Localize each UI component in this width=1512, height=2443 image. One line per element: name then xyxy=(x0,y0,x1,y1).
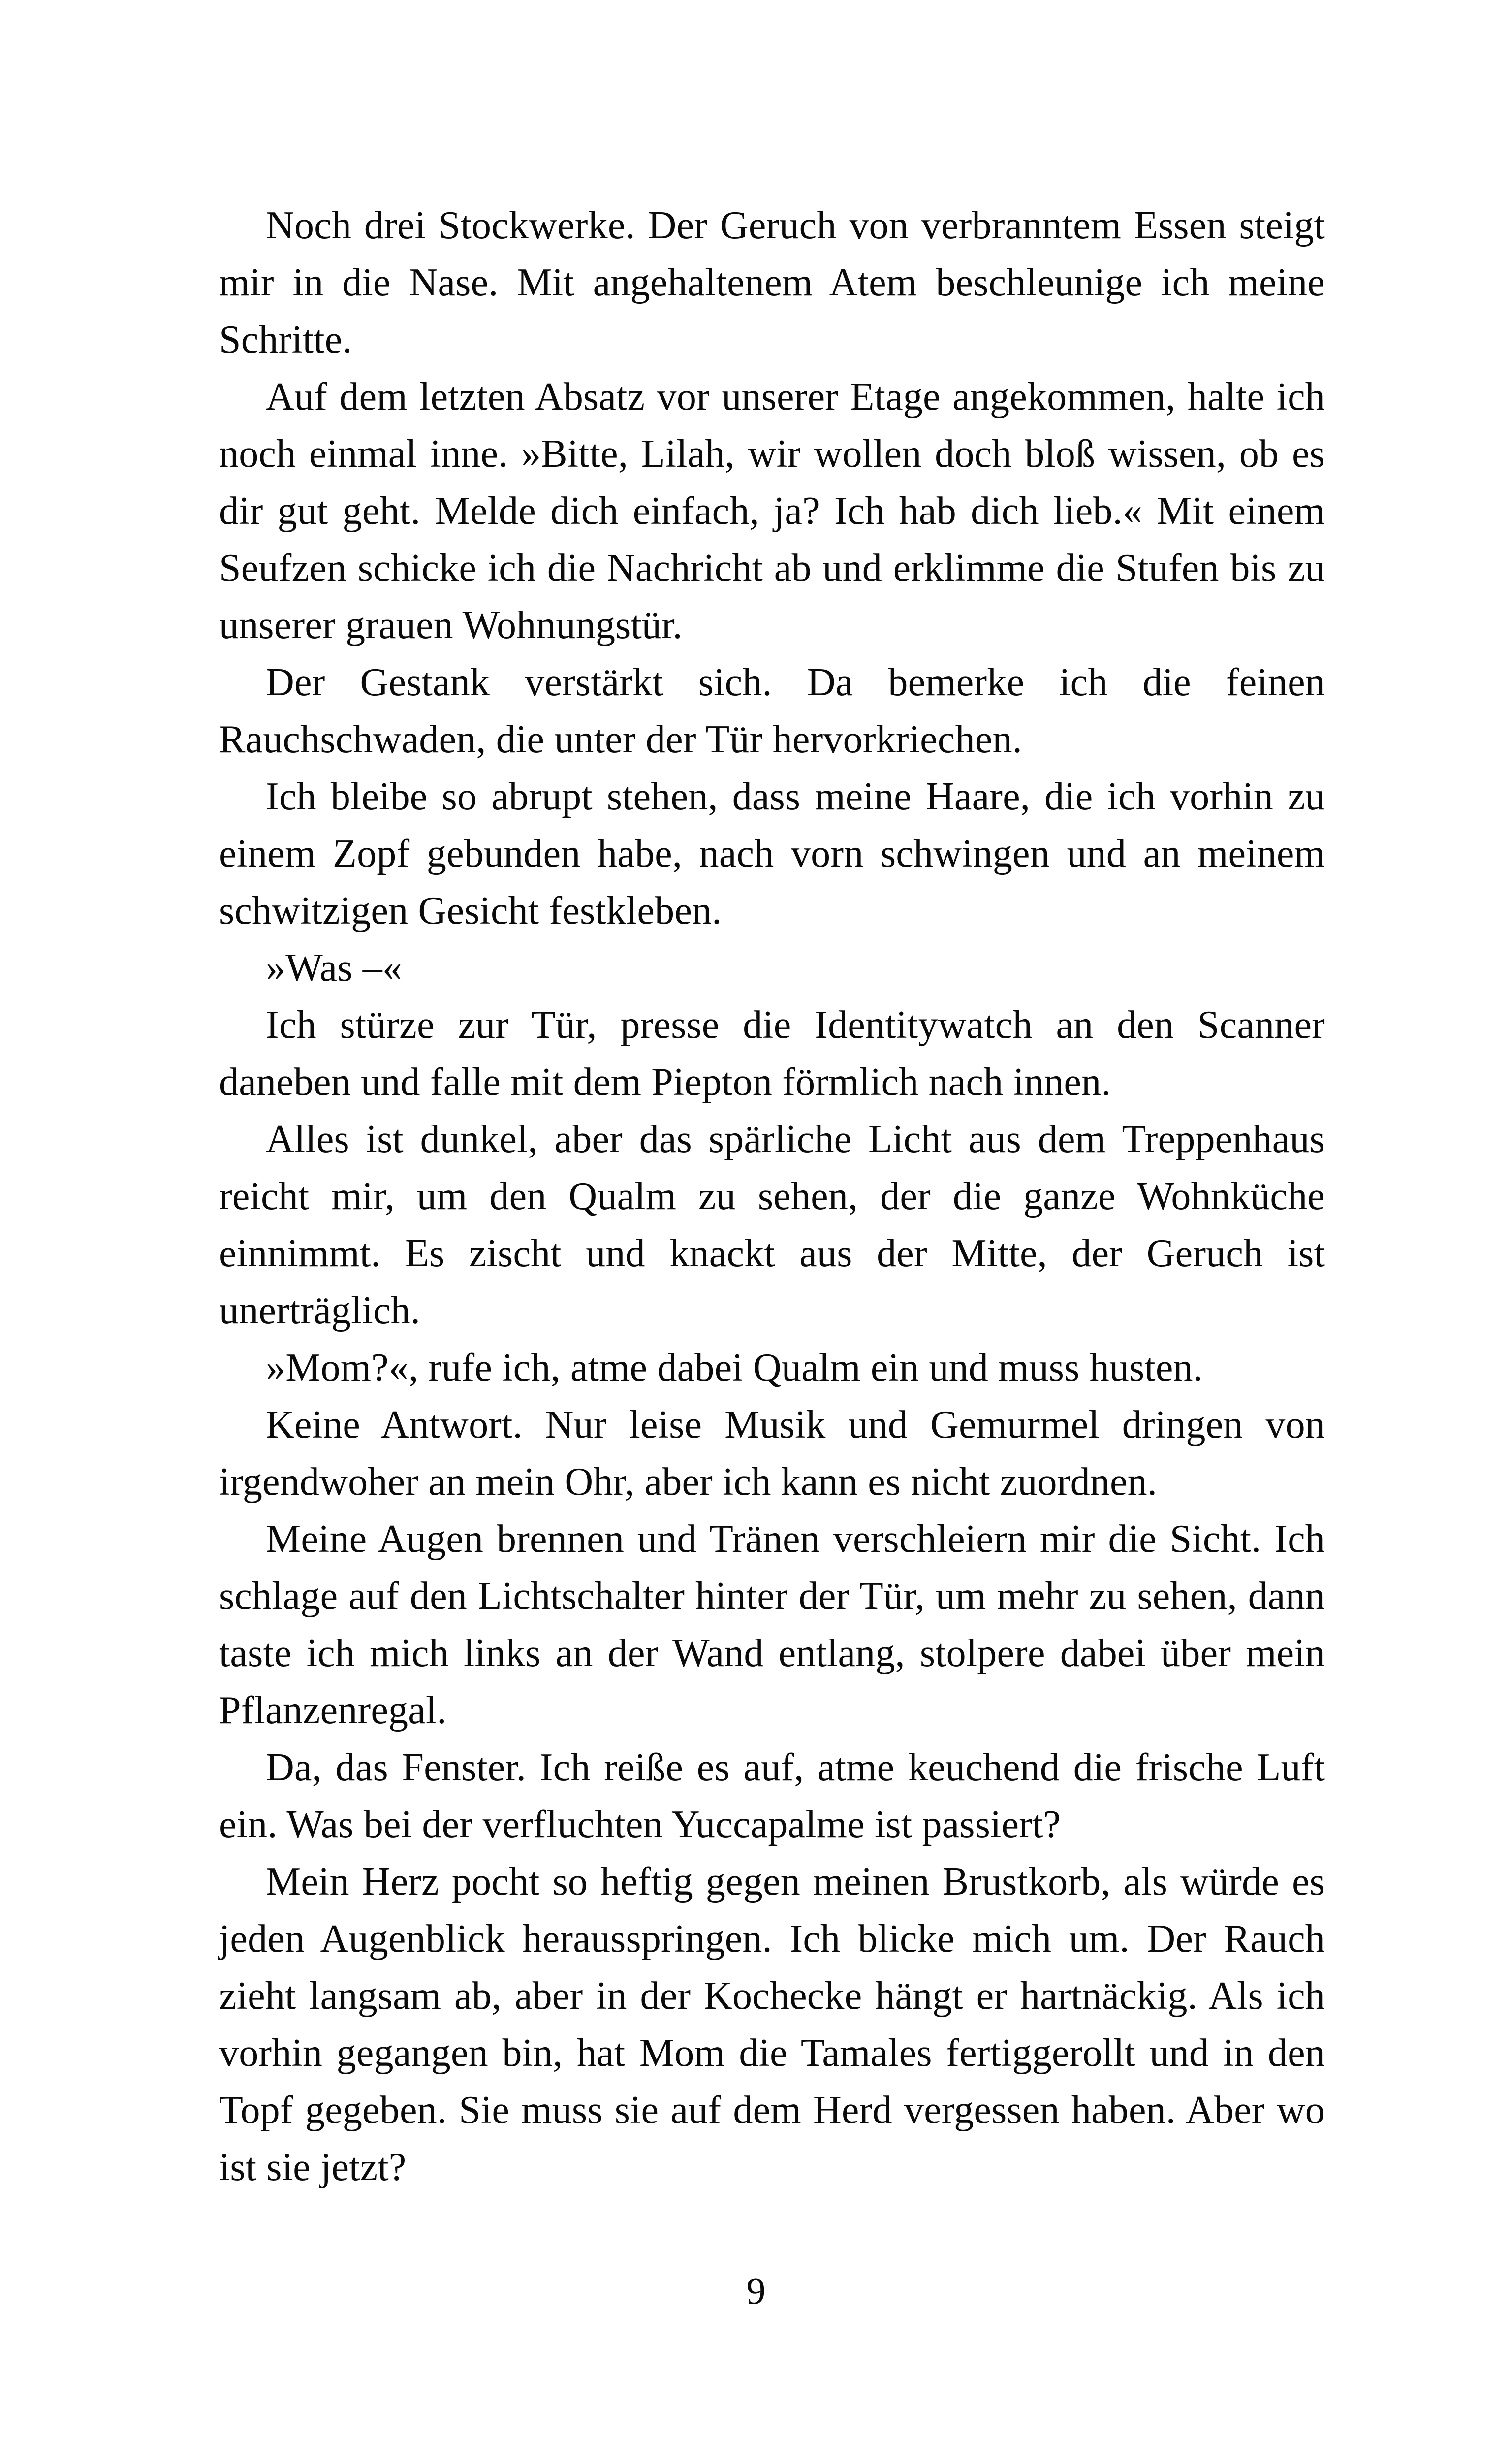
paragraph: Alles ist dunkel, aber das spärliche Licht aus dem Treppenhaus reicht mir, um den Qualm zu sehen, der die ganze Wohnküche einnimmt. Es zischt und knackt aus der Mitte, der Geruch ist unerträglich. xyxy=(219,1118,1325,1332)
paragraph: Keine Antwort. Nur leise Musik und Gemurmel dringen von irgendwoher an mein Ohr, aber ich kann es nicht zuordnen. xyxy=(219,1403,1325,1504)
paragraph: Auf dem letzten Absatz vor unserer Etage angekommen, halte ich noch einmal inne. »Bitte, Lilah, wir wollen doch bloß wissen, ob es dir gut geht. Melde dich einfach, ja? Ich hab dich lieb.« Mit einem Seufzen schicke ich die Nachricht ab und erklimme die Stufen bis zu unserer grauen Wohnungstür. xyxy=(219,375,1325,647)
body-text xyxy=(219,197,1325,2196)
paragraph: Noch drei Stockwerke. Der Geruch von verbranntem Essen steigt mir in die Nase. Mit angehaltenem Atem beschleunige ich meine Schritte. xyxy=(219,204,1325,361)
paragraph: »Was –« xyxy=(266,946,403,990)
paragraph: Ich stürze zur Tür, presse die Identitywatch an den Scanner daneben und falle mit dem Piepton förmlich nach innen. xyxy=(219,1003,1325,1104)
paragraph: Meine Augen brennen und Tränen verschleiern mir die Sicht. Ich schlage auf den Lichtschalter hinter der Tür, um mehr zu sehen, dann taste ich mich links an der Wand entlang, stolpere dabei über mein Pflanzenregal. xyxy=(219,1517,1325,1732)
paragraph: Da, das Fenster. Ich reiße es auf, atme keuchend die frische Luft ein. Was bei der verfluchten Yuccapalme ist passiert? xyxy=(219,1746,1325,1846)
paragraph: »Mom?«, rufe ich, atme dabei Qualm ein und muss husten. xyxy=(266,1346,1203,1389)
paragraph: Ich bleibe so abrupt stehen, dass meine Haare, die ich vorhin zu einem Zopf gebunden habe, nach vorn schwingen und an meinem schwitzigen Gesicht festkleben. xyxy=(219,775,1325,932)
page-number: 9 xyxy=(746,2269,766,2312)
paragraph: Mein Herz pocht so heftig gegen meinen Brustkorb, als würde es jeden Augenblick herausspringen. Ich blicke mich um. Der Rauch zieht langsam ab, aber in der Kochecke hängt er hartnäckig. Als ich vorhin gegangen bin, hat Mom die Tamales fertiggerollt und in den Topf gegeben. Sie muss sie auf dem Herd vergessen haben. Aber wo ist sie jetzt? xyxy=(219,1860,1325,2189)
paragraph: Der Gestank verstärkt sich. Da bemerke ich die feinen Rauchschwaden, die unter der Tür hervorkriechen. xyxy=(219,661,1325,761)
